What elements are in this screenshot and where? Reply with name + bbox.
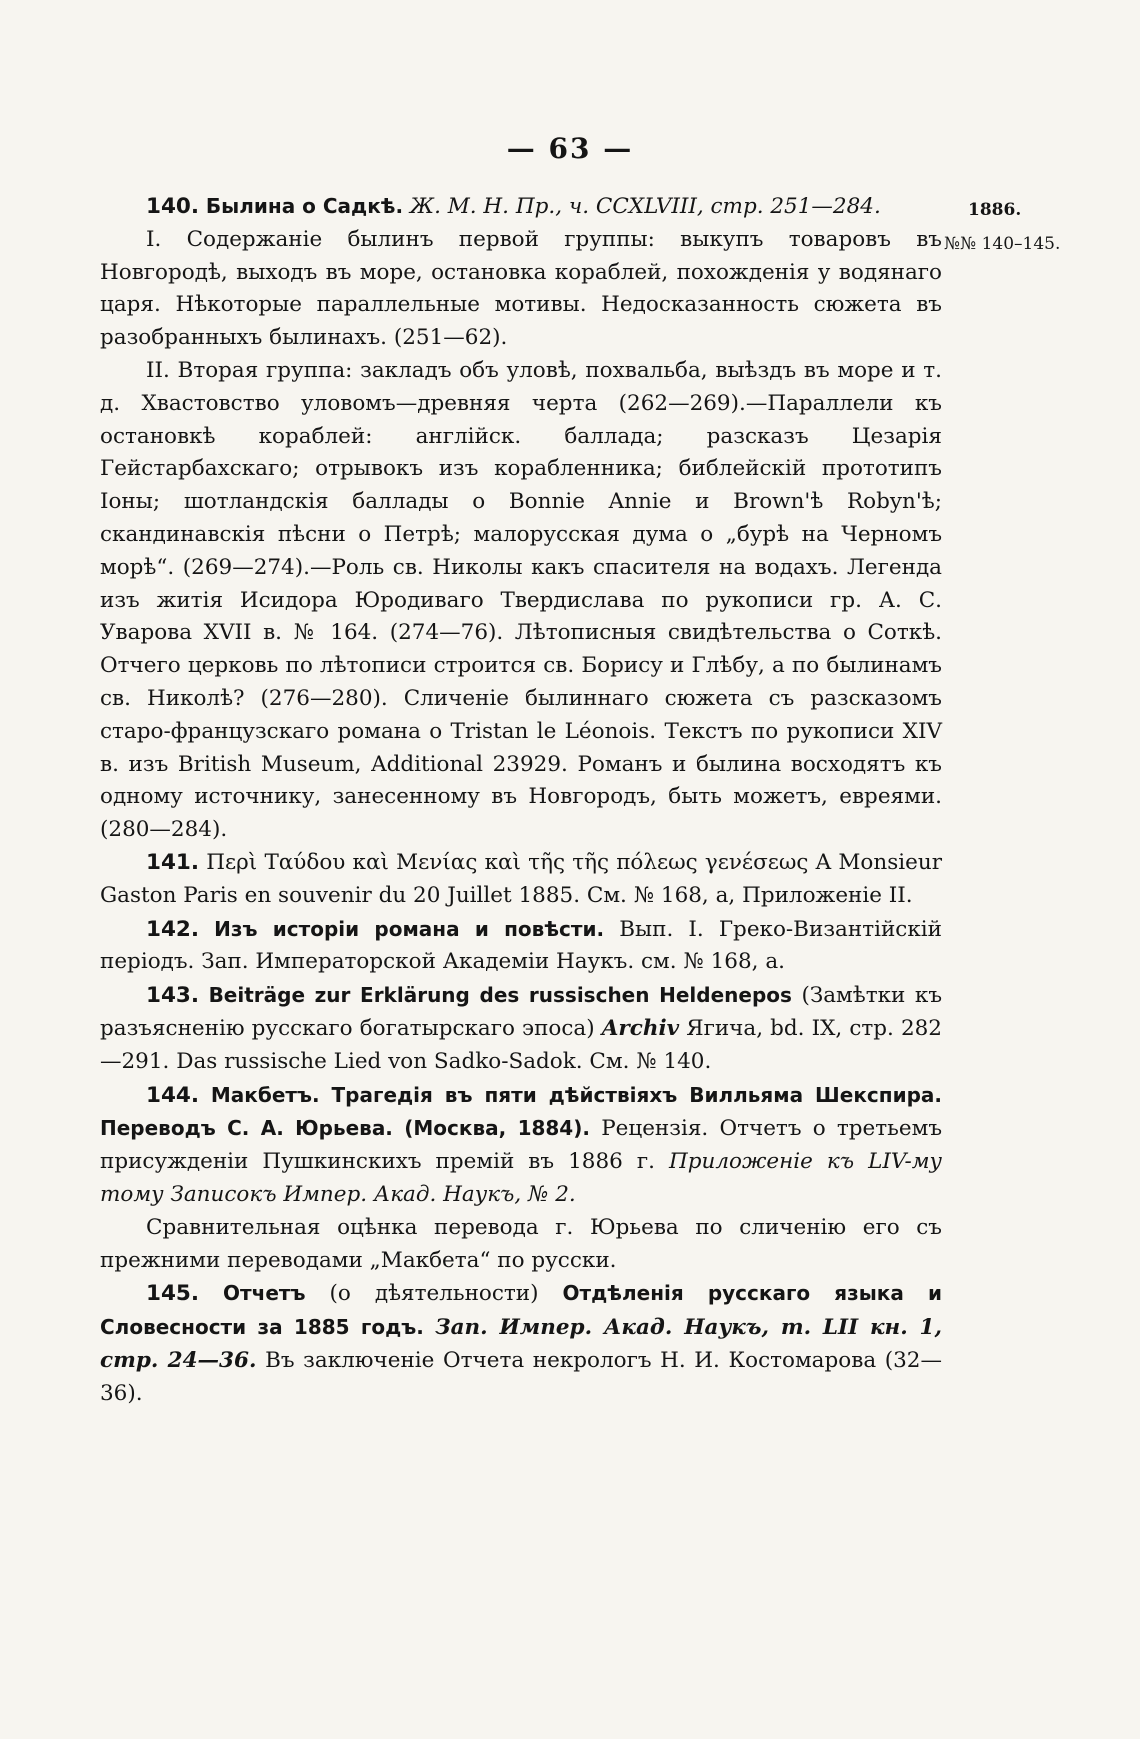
entry-number: 145. [146,1281,200,1307]
entry-title: Изъ исторіи романа и повѣсти. [214,916,605,941]
entry-140-part-2: II. Вторая группа: закладъ объ уловѣ, похвальба, выѣздъ въ море и т. д. Хвастовство уловомъ—древняя черта (262—269).—Параллели къ остановкѣ кораблей: англійск. баллада; разсказъ Цезарія Гейстарбахскаго; отрывокъ изъ корабленника; библейскій прототипъ Іоны; шотландскія баллады о Bonnie Annie и Brown'ѣ Robyn'ѣ; скандинавскія пѣсни о Петрѣ; малорусская дума о „бурѣ на Черномъ морѣ“. (269—274).—Роль св. Николы какъ спасителя на водахъ. Легенда изъ житія Исидора Юродиваго Твердислава по рукописи гр. А. С. Уварова XVII в. № 164. (274—76). Лѣтописныя свидѣтельства о Соткѣ. Отчего церковь по лѣтописи строится св. Борису и Глѣбу, а по былинамъ св. Николѣ? (276—280). Сличеніе былиннаго сюжета съ разсказомъ старо-французскаго романа о Tristan le Léonois. Текстъ по рукописи XIV в. изъ British Museum, Additional 23929. Романъ и былина восходятъ къ одному источнику, занесенному въ Новгородъ, быть можетъ, евреями. (280—284). [100,357,942,843]
entry-text: (Замѣтки къ разъясненію русскаго богатырскаго эпоса) [100,983,943,1041]
entry-title-continued: Отдѣленія русскаго языка и Словесности за 1885 годъ. [100,1281,942,1340]
entry-text: Ягича, bd. IX, стр. 282—291. Das russische Lied von Sadko-Sadok. См. № 140. [100,1015,942,1074]
entry-reference: Приложеніе къ LIV-му тому Записокъ Импер. Акад. Наукъ, № 2. [100,1149,942,1207]
entry-number: 142. [146,916,200,942]
entry-title: Beiträge zur Erklärung des russischen Heldenepos [208,983,792,1008]
entry-journal: Archiv [601,1015,680,1041]
entry-text: Рецензія. Отчетъ о третьемъ присужденіи Пушкинскихъ премій въ 1886 г. [100,1116,942,1175]
entry-text: Вып. I. Греко-Византійскій періодъ. Зап. Императорской Академіи Наукъ. см. № 168, а. [100,916,942,975]
entry-title: Макбетъ. Трагедія въ пяти дѣйствіяхъ Вилльяма Шекспира. Переводъ С. А. Юрьева. (Москва, 1884). [100,1082,942,1141]
entry-144 [100,1079,942,1212]
entry-142 [100,913,942,980]
entry-144-part-2: Сравнительная оцѣнка перевода г. Юрьева по сличенію его съ прежними переводами „Макбета“ по русски. [100,1214,942,1273]
margin-note-year: 1886. [968,200,1022,220]
entry-141 [100,847,942,913]
entry-number: 140. [146,194,200,219]
entry-140 [100,190,942,224]
entry-title: Былина о Садкѣ. [205,194,404,218]
entry-text: Περὶ Ταύδου καὶ Μενίας καὶ τῆς τῆς πόλεως γενέσεως A Monsieur Gaston Paris en souvenir du 20 Juillet 1885. См. № 168, a, Приложеніе II. [100,849,942,908]
entry-text: (о дѣятельности) [329,1281,539,1307]
entry-145 [100,1277,942,1410]
entry-number: 144. [146,1082,200,1108]
entry-number: 141. [146,849,200,875]
entry-143 [100,979,942,1078]
entry-reference: Ж. М. Н. Пр., ч. CCXLVIII, стр. 251—284. [409,194,881,219]
bibliography-text [100,190,942,1410]
entry-text: Въ заключеніе Отчета некрологъ Н. И. Костомарова (32—36). [100,1347,942,1406]
page-number: — 63 — [506,132,634,165]
entry-140-part-1: I. Содержаніе былинъ первой группы: выкупъ товаровъ въ Новгородѣ, выходъ въ море, остановка кораблей, похожденія у водянаго царя. Нѣкоторые параллельные мотивы. Недосказанность сюжета въ разобранныхъ былинахъ. (251—62). [100,226,942,351]
entry-title: Отчетъ [223,1281,306,1306]
entry-reference: Зап. Импер. Акад. Наукъ, т. LII кн. 1, стр. 24—36. [100,1315,942,1373]
entry-number: 143. [146,983,200,1009]
margin-note-numbers: №№ 140–145. [944,234,1061,254]
